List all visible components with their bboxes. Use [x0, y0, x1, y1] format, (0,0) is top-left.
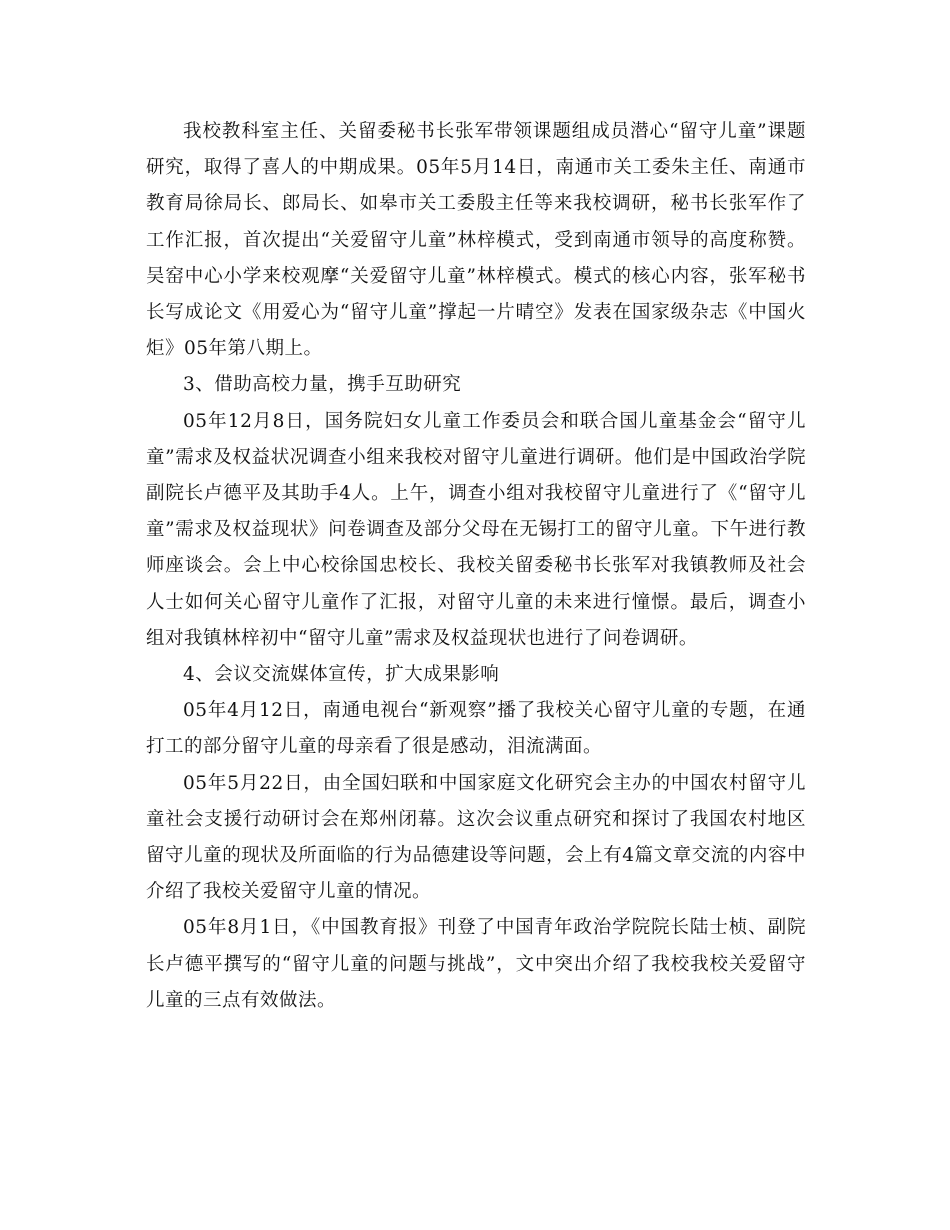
section-heading-4: 4、会议交流媒体宣传，扩大成果影响	[183, 664, 500, 686]
paragraph-conference: 05年5月22日，由全国妇联和中国家庭文化研究会主办的中国农村留守儿童社会支援行动研讨会在郑州闭幕。这次会议重点研究和探讨了我国农村地区留守儿童的现状及所面临的行为品德建设等问题，会上有4篇文章交流的内容中介绍了我校关爱留守儿童的情况。	[146, 772, 806, 903]
paragraph-newspaper: 05年8月1日，《中国教育报》刊登了中国青年政治学院院长陆士桢、副院长卢德平撰写的“留守儿童的问题与挑战”，文中突出介绍了我校我校关爱留守儿童的三点有效做法。	[146, 917, 806, 1011]
paragraph-tv-report: 05年4月12日，南通电视台“新观察”播了我校关心留守儿童的专题，在通打工的部分留守儿童的母亲看了很是感动，泪流满面。	[146, 700, 806, 758]
section-heading-3: 3、借助高校力量，携手互助研究	[183, 374, 462, 396]
paragraph-research-results: 我校教科室主任、关留委秘书长张军带领课题组成员潜心“留守儿童”课题研究，取得了喜人的中期成果。05年5月14日，南通市关工委朱主任、南通市教育局徐局长、郎局长、如皋市关工委殷主任等来我校调研，秘书长张军作了工作汇报，首次提出“关爱留守儿童”林梓模式，受到南通市领导的高度称赞。吴窑中心小学来校观摩“关爱留守儿童”林梓模式。模式的核心内容，张军秘书长写成论文《用爱心为“留守儿童”撑起一片晴空》发表在国家级杂志《中国火炬》05年第八期上。	[146, 121, 806, 360]
paragraph-survey: 05年12月8日，国务院妇女儿童工作委员会和联合国儿童基金会“留守儿童”需求及权益状况调查小组来我校对留守儿童进行调研。他们是中国政治学院副院长卢德平及其助手4人。上午，调查小组对我校留守儿童进行了《“留守儿童”需求及权益现状》问卷调查及部分父母在无锡打工的留守儿童。下午进行教师座谈会。会上中心校徐国忠校长、我校关留委秘书长张军对我镇教师及社会人士如何关心留守儿童作了汇报，对留守儿童的未来进行憧憬。最后，调查小组对我镇林梓初中“留守儿童”需求及权益现状也进行了问卷调研。	[146, 410, 806, 649]
document-body	[146, 114, 806, 1019]
